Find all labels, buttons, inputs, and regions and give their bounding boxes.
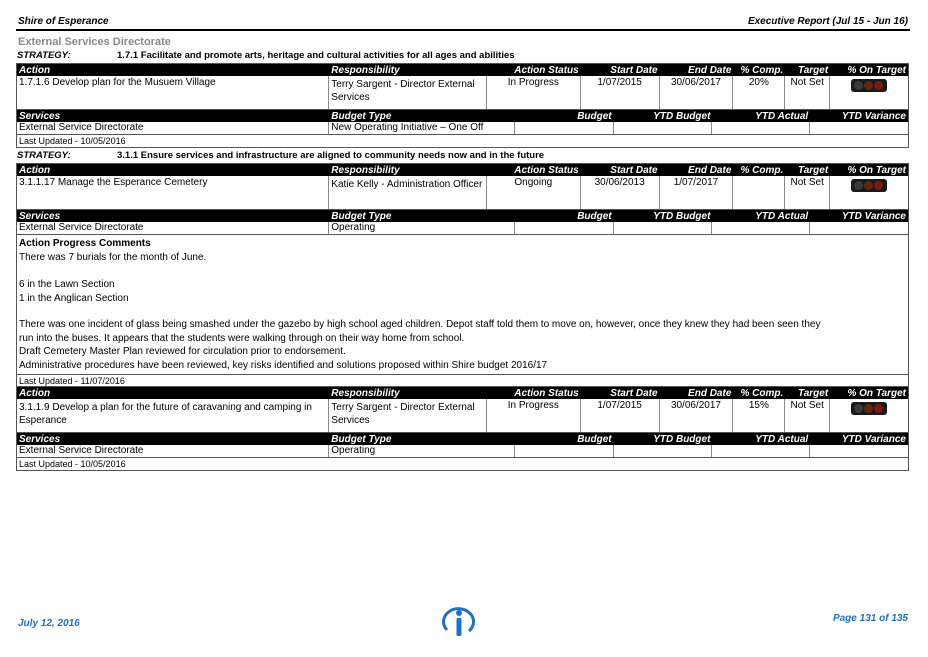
action-responsibility: Terry Sargent - Director External Services <box>329 399 487 432</box>
service-ytd-variance <box>810 222 908 234</box>
action-status: In Progress <box>487 399 581 432</box>
traffic-light-icon <box>851 179 887 192</box>
org-name: Shire of Esperance <box>18 16 109 27</box>
action-comp <box>733 176 785 209</box>
service-name: External Service Directorate <box>17 445 329 457</box>
directorate-title: External Services Directorate <box>18 36 171 48</box>
service-ytd-actual <box>712 222 810 234</box>
services-header-bar <box>17 110 908 122</box>
strategy-text: 1.7.1 Facilitate and promote arts, heritage and cultural activities for all ages and abilities <box>117 50 515 61</box>
service-budget-type: New Operating Initiative – One Off <box>329 122 515 134</box>
comment-line: 1 in the Anglican Section <box>19 292 129 304</box>
service-name: External Service Directorate <box>17 222 329 234</box>
service-ytd-budget <box>614 445 713 457</box>
col-ytd-budget: YTD Budget <box>653 433 711 445</box>
col-responsibility: Responsibility <box>331 387 400 399</box>
col-budget-type: Budget Type <box>331 433 392 445</box>
col-target: Target <box>797 64 829 76</box>
action-comp: 15% <box>733 399 785 432</box>
action-end: 30/06/2017 <box>660 76 734 109</box>
comment-line: Administrative procedures have been reviewed, key risks identified and solutions proposed within Shire budget 2016/17 <box>19 359 548 371</box>
services-row <box>17 445 908 458</box>
comment-line: Draft Cemetery Master Plan reviewed for circulation prior to endorsement. <box>19 346 346 358</box>
service-ytd-variance <box>810 445 908 457</box>
col-action: Action <box>19 64 51 76</box>
action-end: 30/06/2017 <box>660 399 734 432</box>
action-header-bar <box>17 64 908 76</box>
services-header-bar <box>17 433 908 445</box>
col-end-date: End Date <box>688 387 732 399</box>
col-responsibility: Responsibility <box>331 164 400 176</box>
col-ytd-actual: YTD Actual <box>755 210 809 222</box>
col-services: Services <box>19 433 61 445</box>
col-ytd-budget: YTD Budget <box>653 110 711 122</box>
col-responsibility: Responsibility <box>331 64 400 76</box>
service-ytd-budget <box>614 222 713 234</box>
strategy-heading <box>16 50 909 63</box>
action-on-target <box>830 76 908 109</box>
services-header-bar <box>17 210 908 222</box>
col-budget: Budget <box>577 433 612 445</box>
action-name: 3.1.1.17 Manage the Esperance Cemetery <box>17 176 329 209</box>
comment-line: There was 7 burials for the month of June. <box>19 252 207 264</box>
action-row <box>17 176 908 210</box>
services-row <box>17 122 908 135</box>
comment-line <box>19 265 906 278</box>
traffic-light-icon <box>851 79 887 92</box>
action-block <box>16 63 909 148</box>
service-budget-type: Operating <box>329 445 515 457</box>
col-action: Action <box>19 164 51 176</box>
strategy-heading <box>16 150 909 163</box>
col-comp: % Comp. <box>740 64 784 76</box>
col-ytd-variance: YTD Variance <box>841 433 906 445</box>
action-status: In Progress <box>487 76 581 109</box>
action-header-bar <box>17 387 908 399</box>
col-budget-type: Budget Type <box>331 110 392 122</box>
col-services: Services <box>19 210 61 222</box>
col-end-date: End Date <box>688 64 732 76</box>
col-start-date: Start Date <box>610 387 658 399</box>
footer-page: Page 131 of 135 <box>832 613 908 624</box>
col-ytd-variance: YTD Variance <box>841 210 906 222</box>
action-row <box>17 76 908 110</box>
report-title: Executive Report (Jul 15 - Jun 16) <box>747 16 908 27</box>
col-budget: Budget <box>577 210 612 222</box>
action-on-target <box>830 399 908 432</box>
action-progress-comments <box>17 235 908 375</box>
action-end: 1/07/2017 <box>660 176 734 209</box>
report-content <box>16 50 909 471</box>
header-divider <box>16 29 910 31</box>
service-name: External Service Directorate <box>17 122 329 134</box>
col-action-status: Action Status <box>514 164 579 176</box>
action-name: 1.7.1.6 Develop plan for the Musuem Village <box>17 76 329 109</box>
comments-title: Action Progress Comments <box>19 238 151 249</box>
col-target: Target <box>797 387 829 399</box>
action-start: 1/07/2015 <box>581 76 660 109</box>
comment-line <box>19 305 906 318</box>
col-start-date: Start Date <box>610 164 658 176</box>
action-row <box>17 399 908 433</box>
col-ytd-budget: YTD Budget <box>653 210 711 222</box>
action-start: 30/06/2013 <box>581 176 660 209</box>
action-responsibility: Terry Sargent - Director External Services <box>329 76 487 109</box>
service-ytd-actual <box>712 122 810 134</box>
col-budget-type: Budget Type <box>331 210 392 222</box>
col-on-target: % On Target <box>847 64 907 76</box>
footer-date: July 12, 2016 <box>18 618 80 629</box>
col-action-status: Action Status <box>514 64 579 76</box>
col-ytd-actual: YTD Actual <box>755 110 809 122</box>
service-ytd-variance <box>810 122 908 134</box>
col-comp: % Comp. <box>740 164 784 176</box>
action-comp: 20% <box>733 76 785 109</box>
col-end-date: End Date <box>688 164 732 176</box>
col-services: Services <box>19 110 61 122</box>
action-block <box>16 163 909 471</box>
col-budget: Budget <box>577 110 612 122</box>
action-start: 1/07/2015 <box>581 399 660 432</box>
service-budget <box>515 445 614 457</box>
service-ytd-actual <box>712 445 810 457</box>
logo-icon <box>439 604 477 638</box>
col-comp: % Comp. <box>740 387 784 399</box>
action-target: Not Set <box>785 399 830 432</box>
col-target: Target <box>797 164 829 176</box>
services-row <box>17 222 908 235</box>
action-name: 3.1.1.9 Develop a plan for the future of caravaning and camping in Esperance <box>17 399 329 432</box>
action-responsibility: Katie Kelly - Administration Officer <box>329 176 487 209</box>
col-on-target: % On Target <box>847 387 907 399</box>
action-target: Not Set <box>785 76 830 109</box>
service-budget-type: Operating <box>329 222 515 234</box>
last-updated: Last Updated - 11/07/2016 <box>17 375 908 387</box>
action-status: Ongoing <box>487 176 581 209</box>
strategy-label: STRATEGY: <box>17 150 71 161</box>
service-budget <box>515 222 614 234</box>
col-action: Action <box>19 387 51 399</box>
last-updated: Last Updated - 10/05/2016 <box>19 459 126 470</box>
col-start-date: Start Date <box>610 64 658 76</box>
service-budget <box>515 122 614 134</box>
service-ytd-budget <box>614 122 713 134</box>
col-on-target: % On Target <box>847 164 907 176</box>
last-updated: Last Updated - 10/05/2016 <box>19 136 126 146</box>
action-on-target <box>830 176 908 209</box>
col-ytd-actual: YTD Actual <box>755 433 809 445</box>
col-action-status: Action Status <box>514 387 579 399</box>
traffic-light-icon <box>851 402 887 415</box>
col-ytd-variance: YTD Variance <box>841 110 906 122</box>
comment-line: There was one incident of glass being smashed under the gazebo by high school aged children. Depot staff told them to move on, however, once they knew they had been seen they run into the buses. It appears that the students were walking through on their way home from school. <box>19 319 821 344</box>
comment-line: 6 in the Lawn Section <box>19 279 115 291</box>
action-target: Not Set <box>785 176 830 209</box>
strategy-text: 3.1.1 Ensure services and infrastructure are aligned to community needs now and in the future <box>117 150 545 161</box>
strategy-label: STRATEGY: <box>17 50 71 61</box>
action-header-bar <box>17 164 908 176</box>
